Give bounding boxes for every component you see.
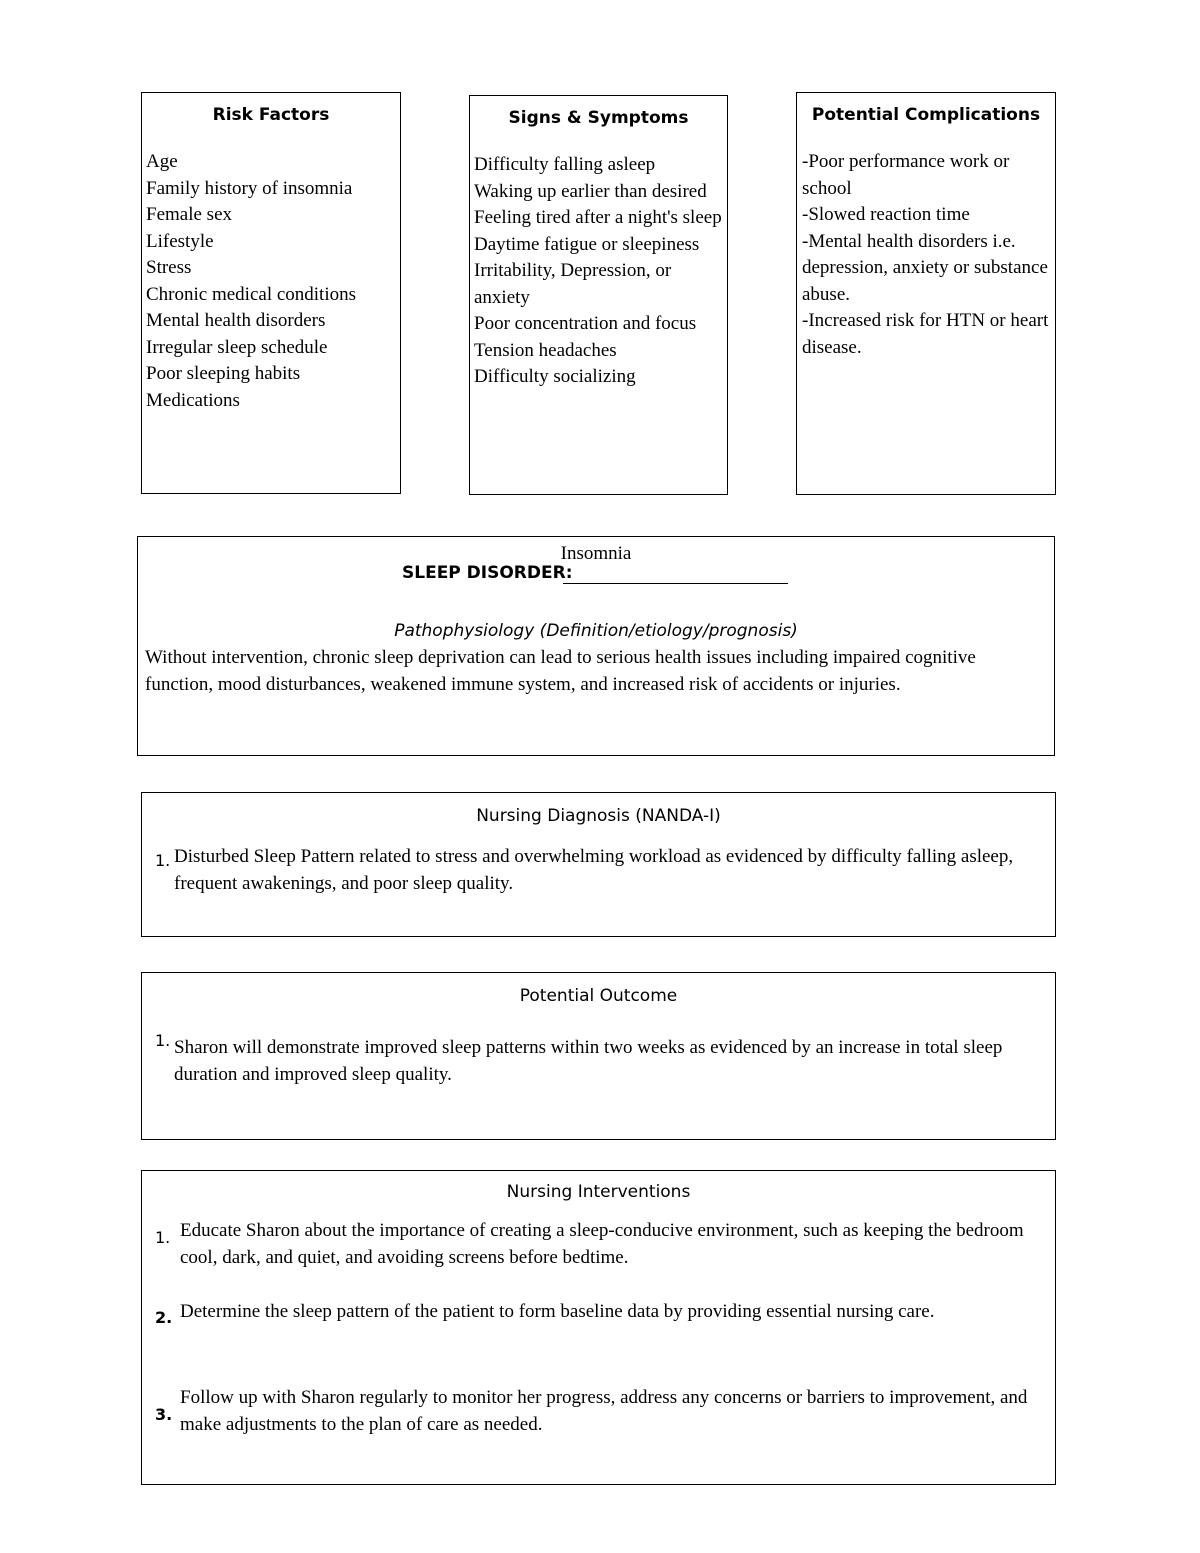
list-item: Poor sleeping habits: [146, 363, 301, 384]
nursing-interventions-title: Nursing Interventions: [506, 1182, 691, 1202]
list-item: Medications: [146, 389, 240, 411]
list-item: -Increased risk for HTN or heart disease.: [802, 310, 1049, 358]
list-item: -Poor performance work or school: [802, 151, 1010, 199]
list-item: -Slowed reaction time: [802, 204, 970, 225]
list-item: Difficulty falling asleep: [474, 154, 656, 175]
complications-title: Potential Complications: [811, 105, 1041, 125]
risk-factors-box: [141, 92, 401, 494]
item-number: 1.: [155, 1031, 171, 1050]
signs-symptoms-list: [470, 152, 727, 391]
intervention-text: Follow up with Sharon regularly to monitor her progress, address any concerns or barriers to improvement, and make adjustments to the plan of care as needed.: [180, 1387, 1028, 1435]
complications-list: [797, 149, 1055, 361]
risk-factors-title: Risk Factors: [212, 105, 330, 125]
potential-outcome-box: [141, 972, 1056, 1140]
sleep-disorder-label: SLEEP DISORDER:: [402, 563, 573, 583]
nursing-interventions-box: [141, 1170, 1056, 1485]
list-item: Tension headaches: [474, 339, 617, 361]
list-item: Waking up earlier than desired: [474, 180, 707, 202]
list-item: Family history of insomnia: [146, 177, 353, 199]
list-item: -Mental health disorders i.e. depression, anxiety or substance abuse.: [802, 230, 1048, 305]
sleep-disorder-box: [137, 536, 1055, 756]
list-item: Lifestyle: [146, 230, 214, 252]
intervention-text: Determine the sleep pattern of the patient to form baseline data by providing essential nursing care.: [180, 1301, 935, 1322]
item-number: 3.: [155, 1405, 173, 1424]
list-item: Mental health disorders: [146, 310, 326, 331]
list-item: Age: [146, 151, 178, 172]
signs-symptoms-box: [469, 95, 728, 495]
list-item: Female sex: [146, 204, 233, 225]
list-item: Feeling tired after a night's sleep: [474, 207, 722, 228]
list-item: Stress: [146, 257, 192, 278]
list-item: Chronic medical conditions: [146, 283, 357, 305]
pathophysiology-text: Without intervention, chronic sleep deprivation can lead to serious health issues including impaired cognitive function, mood disturbances, weakened immune system, and increased risk of accidents or injuries.: [145, 647, 976, 695]
list-item: Irregular sleep schedule: [146, 336, 328, 358]
item-number: 2.: [155, 1308, 173, 1327]
sleep-disorder-underline: [563, 583, 788, 584]
item-number: 1.: [155, 851, 171, 870]
nursing-diagnosis-box: [141, 792, 1056, 937]
intervention-text: Educate Sharon about the importance of creating a sleep-conducive environment, such as keeping the bedroom cool, dark, and quiet, and avoiding screens before bedtime.: [180, 1220, 1024, 1268]
list-item: Daytime fatigue or sleepiness: [474, 233, 700, 255]
pathophysiology-title: Pathophysiology (Definition/etiology/prognosis): [394, 621, 798, 641]
list-item: Poor concentration and focus: [474, 313, 697, 334]
nursing-diagnosis-title: Nursing Diagnosis (NANDA-I): [476, 806, 721, 826]
item-number: 1.: [155, 1228, 171, 1247]
list-item: Difficulty socializing: [474, 366, 636, 387]
complications-box: [796, 92, 1056, 495]
sleep-disorder-value: Insomnia: [560, 543, 632, 564]
outcome-text: Sharon will demonstrate improved sleep patterns within two weeks as evidenced by an increase in total sleep duration and improved sleep quality.: [174, 1037, 1003, 1085]
list-item: Irritability, Depression, or anxiety: [474, 260, 672, 308]
diagnosis-text: Disturbed Sleep Pattern related to stress and overwhelming workload as evidenced by difficulty falling asleep, frequent awakenings, and poor sleep quality.: [174, 846, 1014, 894]
risk-factors-list: [142, 149, 400, 414]
potential-outcome-title: Potential Outcome: [519, 986, 678, 1006]
signs-symptoms-title: Signs & Symptoms: [508, 108, 689, 128]
